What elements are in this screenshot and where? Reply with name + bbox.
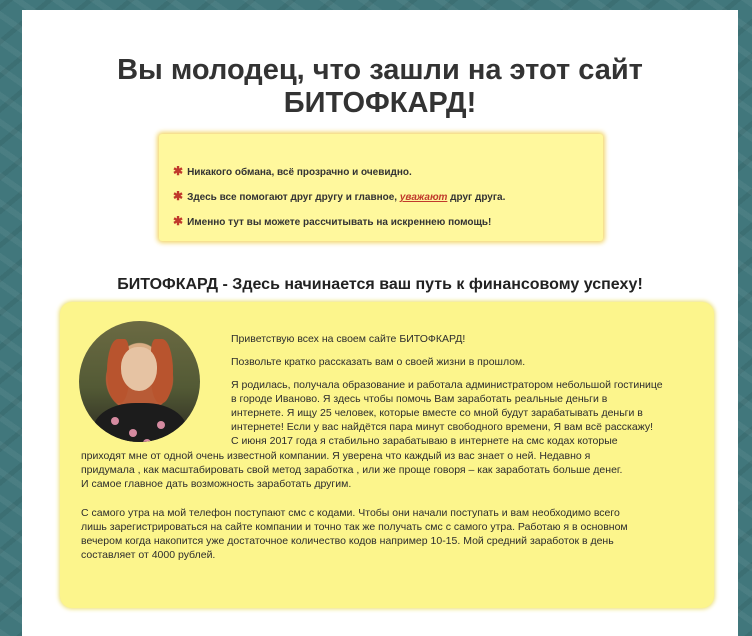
asterisk-icon: ✱ bbox=[173, 214, 184, 228]
story-line: И самое главное дать возможность заработать другим. bbox=[81, 478, 352, 490]
asterisk-icon: ✱ bbox=[173, 164, 184, 178]
story-line: интернете! Если у вас найдётся пара минут свободного времени, Я вам всё расскажу! bbox=[231, 421, 654, 433]
intro-text: Позвольте кратко рассказать вам о своей жизни в прошлом. bbox=[231, 356, 526, 368]
paragraph-line: вечером когда накопится уже достаточное количество кодов например 10-15. Мой средний заработок в день bbox=[81, 535, 614, 547]
author-photo bbox=[79, 321, 200, 442]
notice-item: ✱ Здесь все помогают друг другу и главное, уважают друг друга. bbox=[173, 189, 506, 203]
asterisk-icon: ✱ bbox=[173, 189, 184, 203]
paragraph-line: лишь зарегистрироваться на сайте компании и точно так же получать смс с самого утра. Работаю я в основном bbox=[81, 521, 628, 533]
story-line: придумала , как масштабировать свой метод заработка , или же проще говоря – как заработать больше денег. bbox=[81, 464, 623, 476]
story-line: в городе Иваново. Я здесь чтобы помочь Вам заработать реальные деньги в bbox=[231, 393, 608, 405]
notice-item: ✱ Именно тут вы можете рассчитывать на искреннею помощь! bbox=[173, 214, 492, 228]
highlight-word: уважают bbox=[399, 192, 448, 203]
paragraph-line: С самого утра на мой телефон поступают смс с кодами. Чтобы они начали поступать и вам необходимо всего bbox=[81, 507, 620, 519]
title-line-2: БИТОФКАРД! bbox=[283, 87, 477, 119]
story-line: С июня 2017 года я стабильно зарабатываю в интернете на смс кодах которые bbox=[231, 435, 618, 447]
greeting-text: Приветствую всех на своем сайте БИТОФКАРД! bbox=[231, 333, 466, 345]
section-subtitle: БИТОФКАРД - Здесь начинается ваш путь к финансовому успеху! bbox=[117, 276, 643, 293]
paragraph-line: составляет от 4000 рублей. bbox=[81, 549, 216, 561]
notice-item: ✱ Никакого обмана, всё прозрачно и очевидно. bbox=[173, 164, 412, 178]
story-line: интернете. Я ищу 25 человек, которые вместе со мной будут зарабатывать деньги в bbox=[231, 407, 643, 419]
page-title bbox=[22, 54, 738, 120]
title-line-1: Вы молодец, что зашли на этот сайт bbox=[117, 54, 643, 86]
story-line: приходят мне от одной очень известной компании. Я уверена что каждый из вас знает о ней. Недавно я bbox=[81, 450, 591, 462]
landing-page bbox=[22, 10, 738, 636]
story-card bbox=[60, 302, 714, 608]
story-line: Я родилась, получала образование и работала администратором небольшой гостинице bbox=[231, 379, 663, 391]
benefits-notice-box bbox=[159, 134, 603, 241]
